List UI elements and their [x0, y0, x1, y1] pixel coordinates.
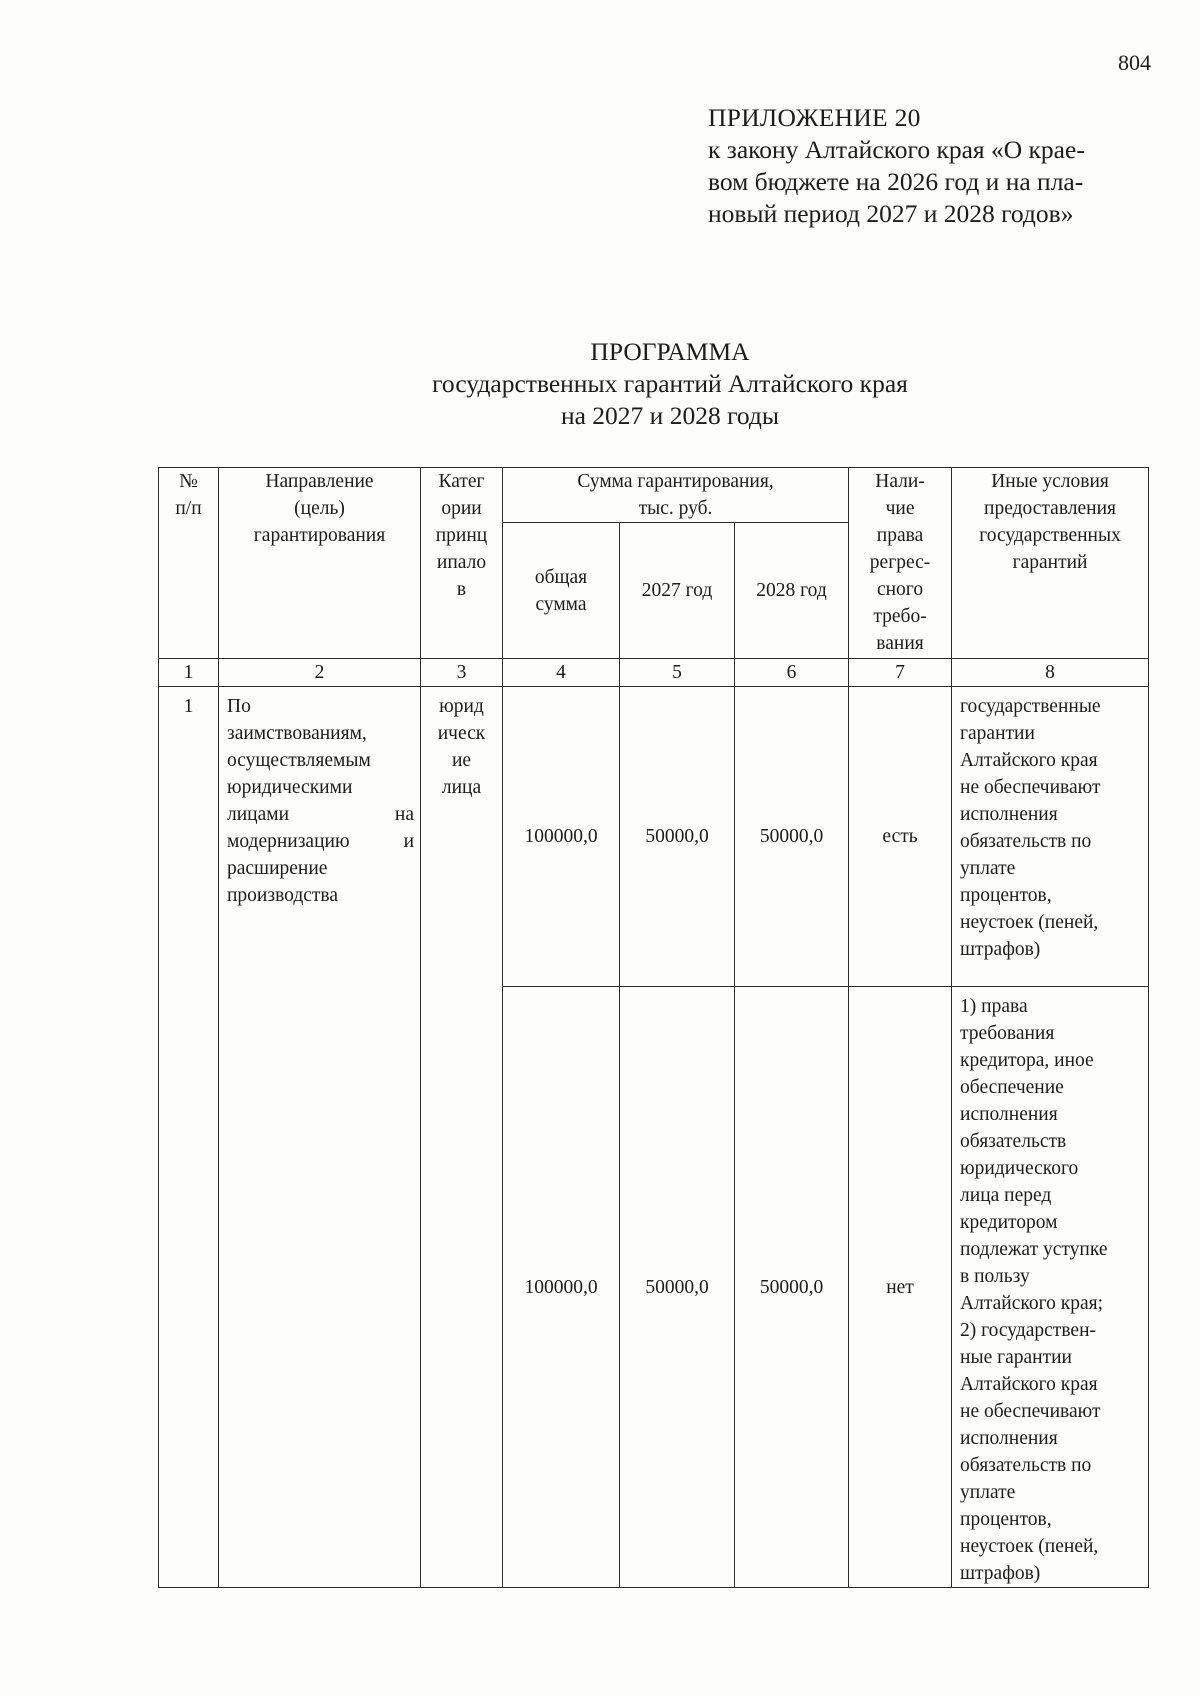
- appendix-line: к закону Алтайского края «О крае-: [708, 135, 1085, 164]
- header-conditions: Иные условия предоставления государственных гарантий: [952, 468, 1149, 659]
- row-total: 100000,0: [503, 987, 620, 1588]
- program-heading: [260, 336, 1080, 432]
- header-regress: Нали- чие права регрес- сного требо- вания: [849, 468, 952, 659]
- header-direction: Направление (цель) гарантирования: [219, 468, 421, 659]
- header-row: [159, 468, 1149, 523]
- row-conditions: государственные гарантии Алтайского края не обеспечивают исполнения обязательств по уплате процентов, неустоек (пеней, штрафов): [952, 687, 1149, 987]
- row-2028: 50000,0: [735, 987, 849, 1588]
- row-2027: 50000,0: [620, 687, 735, 987]
- row-regress: нет: [849, 987, 952, 1588]
- column-number: 5: [620, 659, 735, 687]
- appendix-line: вом бюджете на 2026 год и на пла-: [708, 167, 1084, 196]
- header-total: общая сумма: [503, 523, 620, 659]
- column-number: 3: [421, 659, 503, 687]
- guarantees-table: [158, 467, 1149, 1588]
- row-number: 1: [159, 687, 219, 1588]
- column-number: 2: [219, 659, 421, 687]
- header-num: № п/п: [159, 468, 219, 659]
- appendix-title: ПРИЛОЖЕНИЕ 20: [708, 103, 921, 132]
- row-total: 100000,0: [503, 687, 620, 987]
- header-2027: 2027 год: [620, 523, 735, 659]
- page-number: 804: [1118, 50, 1151, 75]
- header-sum-group: Сумма гарантирования, тыс. руб.: [503, 468, 849, 523]
- program-title: ПРОГРАММА: [590, 337, 750, 366]
- column-number: 1: [159, 659, 219, 687]
- column-number: 4: [503, 659, 620, 687]
- column-number: 8: [952, 659, 1149, 687]
- row-direction: По заимствованиям, осуществляемым юридическими лицами на модернизацию и расширение производства: [219, 687, 421, 1588]
- row-conditions: 1) права требования кредитора, иное обеспечение исполнения обязательств юридического лица перед кредитором подлежат уступке в пользу Алтайского края; 2) государствен- ные гарантии Алтайского края не обеспечивают исполнения обязательств по уплате процентов, неустоек (пеней, штрафов): [952, 987, 1149, 1588]
- column-number-row: [159, 659, 1149, 687]
- header-2028: 2028 год: [735, 523, 849, 659]
- row-2027: 50000,0: [620, 987, 735, 1588]
- column-number: 6: [735, 659, 849, 687]
- row-2028: 50000,0: [735, 687, 849, 987]
- table-row: [159, 687, 1149, 987]
- row-category: юрид ическ ие лица: [421, 687, 503, 1588]
- appendix-line: новый период 2027 и 2028 годов»: [708, 199, 1074, 228]
- row-regress: есть: [849, 687, 952, 987]
- column-number: 7: [849, 659, 952, 687]
- header-category: Катег ории принц ипало в: [421, 468, 503, 659]
- appendix-block: [708, 102, 1158, 230]
- program-period: на 2027 и 2028 годы: [560, 401, 780, 430]
- program-subtitle: государственных гарантий Алтайского края: [432, 369, 908, 398]
